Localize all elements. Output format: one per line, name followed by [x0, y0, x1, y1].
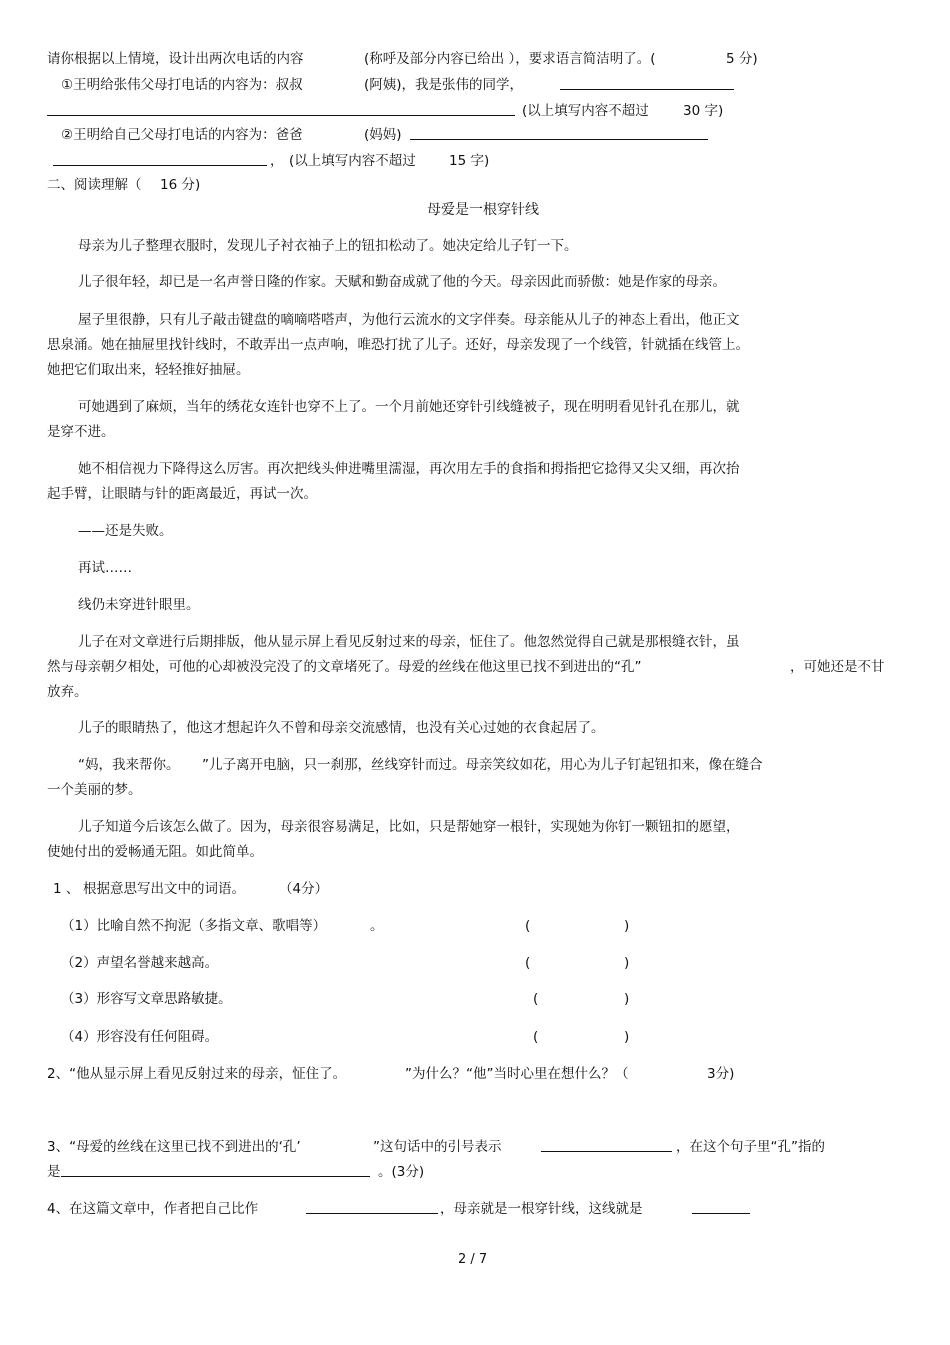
page-number: 2 / 7 — [458, 1252, 488, 1267]
q1-item-1-answer[interactable] — [535, 917, 620, 935]
q1-item-3-open: ( — [533, 991, 539, 1007]
instruction-note: (称呼及部分内容已给出 ），要求语言简洁明了。( — [364, 51, 656, 67]
call2-limit-num: 15 字) — [449, 153, 490, 169]
section-points: 16 分) — [160, 177, 201, 193]
q4-text-b: ，母亲就是一根穿针线，这线就是 — [440, 1201, 643, 1217]
call1-blank-2[interactable] — [47, 102, 515, 120]
q2-points: 3分) — [707, 1066, 735, 1082]
call1-mid: (阿姨)，我是张伟的同学， — [364, 77, 524, 93]
paragraph-4-line-1: 可她遇到了麻烦，当年的绣花女连针也穿不上了。一个月前她还穿针引线缝被子，现在明明看见针孔在那儿，就 — [78, 399, 740, 415]
q4-blank-2[interactable] — [692, 1200, 750, 1218]
call2-comma: ， — [270, 153, 284, 169]
q3-text-c: ，在这个句子里“孔”指的 — [676, 1139, 825, 1155]
paragraph-9-line-2b: ，可她还是不甘 — [790, 659, 885, 675]
q2-text-a: 2、“他从显示屏上看见反射过来的母亲，怔住了。 — [47, 1066, 347, 1082]
q1-item-1-dot: 。 — [370, 918, 384, 934]
paragraph-3-line-2: 思泉涌。她在抽屉里找针线时，不敢弄出一点声响，唯恐打扰了儿子。还好，母亲发现了一个线管，针就插在线管上。 — [47, 337, 749, 353]
paragraph-11-line-1a: “妈，我来帮你。 — [78, 757, 180, 773]
q1-item-3-label: （3）形容写文章思路敏捷。 — [61, 991, 232, 1007]
q1-item-2-label: （2）声望名誉越来越高。 — [61, 955, 219, 971]
paragraph-1: 母亲为儿子整理衣服时，发现儿子衬衣袖子上的钮扣松动了。她决定给儿子钉一下。 — [78, 238, 578, 254]
call2-prefix: ②王明给自己父母打电话的内容为：爸爸 — [61, 127, 303, 143]
paragraph-6: ——还是失败。 — [78, 523, 173, 539]
paragraph-12-line-1: 儿子知道今后该怎么做了。因为，母亲很容易满足，比如，只是帮她穿一根针，实现她为你钉一颗钮扣的愿望， — [78, 819, 740, 835]
section-heading: 二、阅读理解（ — [47, 177, 142, 193]
q1-points: （4分） — [279, 881, 329, 897]
paragraph-4-line-2: 是穿不进。 — [47, 424, 115, 440]
paragraph-5-line-2: 起手臂，让眼睛与针的距离最近，再试一次。 — [47, 486, 317, 502]
q4-text-a: 4、在这篇文章中，作者把自己比作 — [47, 1201, 259, 1217]
q1-item-4-open: ( — [533, 1029, 539, 1045]
call1-prefix: ①王明给张伟父母打电话的内容为：叔叔 — [61, 77, 303, 93]
paragraph-8: 线仍未穿进针眼里。 — [78, 597, 200, 613]
paragraph-9-line-2a: 然与母亲朝夕相处，可他的心却被没完没了的文章堵死了。母爱的丝线在他这里已找不到进出的“孔” — [47, 659, 642, 675]
q2-answer-area[interactable] — [47, 1092, 847, 1110]
q1-item-4-label: （4）形容没有任何阻碍。 — [61, 1029, 219, 1045]
q2-text-b: ”为什么？“他”当时心里在想什么？（ — [405, 1066, 629, 1082]
q1-item-2-close: ) — [624, 955, 630, 971]
paragraph-3-line-1: 屋子里很静，只有儿子敲击键盘的嘀嘀嗒嗒声，为他行云流水的文字伴奏。母亲能从儿子的神态上看出，他正文 — [78, 312, 740, 328]
paragraph-7: 再试…… — [78, 560, 132, 576]
q1-item-4-answer[interactable] — [543, 1028, 621, 1046]
q1-item-2-open: ( — [525, 955, 531, 971]
paragraph-12-line-2: 使她付出的爱畅通无阻。如此简单。 — [47, 844, 263, 860]
q1-item-3-answer[interactable] — [543, 990, 621, 1008]
paragraph-9-line-3: 放弃。 — [47, 684, 88, 700]
q3-blank-2[interactable] — [61, 1163, 370, 1181]
paragraph-2: 儿子很年轻，却已是一名声誉日隆的作家。天赋和勤奋成就了他的今天。母亲因此而骄傲：她是作家的母亲。 — [78, 274, 726, 290]
q1-item-1-close: ) — [624, 918, 630, 934]
instruction-text: 请你根据以上情境，设计出两次电话的内容 — [47, 51, 304, 67]
paragraph-9-line-1: 儿子在对文章进行后期排版，他从显示屏上看见反射过来的母亲，怔住了。他忽然觉得自己就是那根缝衣针，虽 — [78, 634, 740, 650]
paragraph-10: 儿子的眼睛热了，他这才想起许久不曾和母亲交流感情，也没有关心过她的衣食起居了。 — [78, 720, 605, 736]
paragraph-11-line-1b: ”儿子离开电脑，只一刹那，丝线穿针而过。母亲笑纹如花，用心为儿子钉起钮扣来，像在缝合 — [202, 757, 763, 773]
paragraph-11-line-2: 一个美丽的梦。 — [47, 782, 142, 798]
q1-item-2-answer[interactable] — [535, 954, 620, 972]
q3-text-a: 3、“母爱的丝线在这里已找不到进出的‘孔’ — [47, 1139, 301, 1155]
call2-blank-2[interactable] — [53, 152, 267, 170]
q1-item-1-label: （1）比喻自然不拘泥（多指文章、歌唱等） — [61, 918, 327, 934]
call1-limit-num: 30 字) — [683, 103, 724, 119]
call1-blank-1[interactable] — [560, 76, 734, 94]
q1-item-3-close: ) — [624, 991, 630, 1007]
q3-text-e: 。(3分) — [378, 1164, 425, 1180]
paragraph-5-line-1: 她不相信视力下降得这么厉害。再次把线头伸进嘴里濡湿，再次用左手的食指和拇指把它捻得又尖又细，再次抬 — [78, 461, 740, 477]
q3-blank-1[interactable] — [541, 1138, 672, 1156]
q3-text-b: ”这句话中的引号表示 — [373, 1139, 502, 1155]
instruction-points: 5 分) — [726, 51, 758, 67]
q1-text: 根据意思写出文中的词语。 — [83, 881, 245, 897]
article-title: 母爱是一根穿针线 — [427, 202, 539, 218]
call2-mid: (妈妈) — [364, 127, 402, 143]
paragraph-3-line-3: 她把它们取出来，轻轻推好抽屉。 — [47, 362, 250, 378]
call1-limit: (以上填写内容不超过 — [522, 103, 649, 119]
q1-label: 1 、 — [53, 881, 80, 897]
q4-blank-1[interactable] — [306, 1200, 438, 1218]
call2-limit: (以上填写内容不超过 — [289, 153, 416, 169]
call2-blank-1[interactable] — [410, 126, 708, 144]
q1-item-1-open: ( — [525, 918, 531, 934]
q3-text-d: 是 — [47, 1164, 61, 1180]
q1-item-4-close: ) — [624, 1029, 630, 1045]
